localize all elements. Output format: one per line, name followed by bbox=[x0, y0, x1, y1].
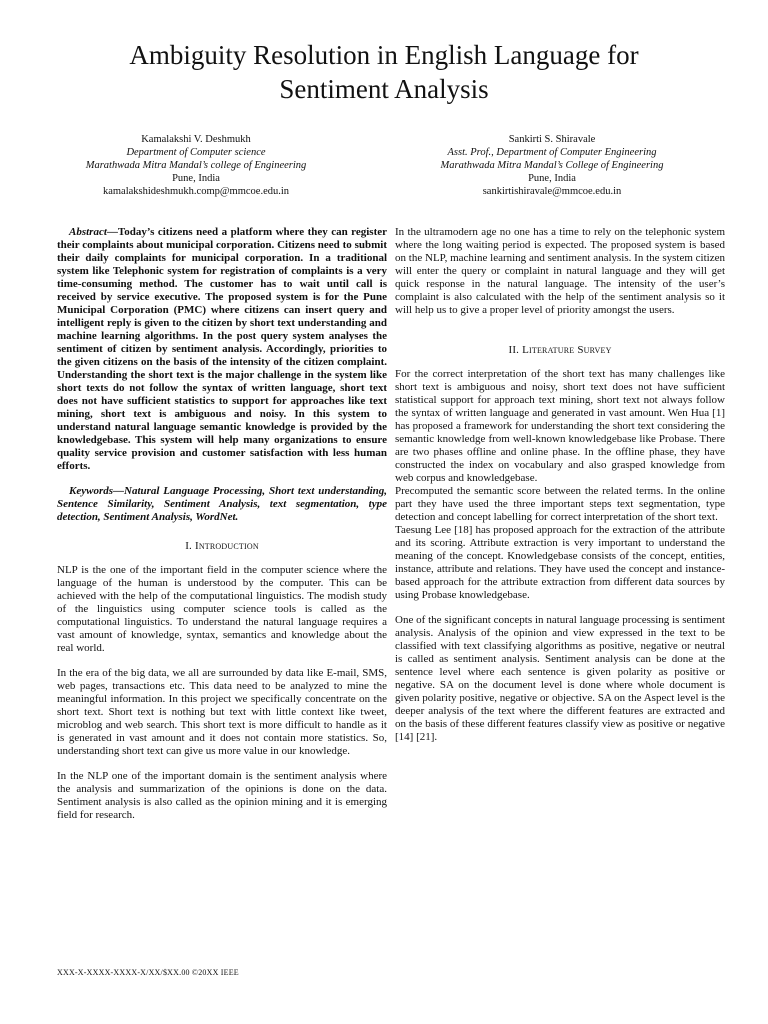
author-name: Kamalakshi V. Deshmukh bbox=[141, 134, 251, 145]
abstract-text: Today’s citizens need a platform where they can register their complaints about municipal corporation. Citizens need to submit their daily complaints for municipal corporation. In a traditional system like Telephonic system for registration of complaints is a very time-consuming method. The customer has to wait until call is received by service executive. The proposed system is for the Pune Municipal Corporation (PMC) where citizens can insert query and intelligent reply is given to the citizen by short text understanding and machine learning algorithms. In the post query system analyses the sentiment of citizen by sentiment analysis. Accordingly, priorities to the given citizens on the basis of the intensity of the citizen complaint. Understanding the short text is the major challenge in the system like short texts do not follow the syntax of written language, short text does not have sufficient statistics to support for approaches like text mining, short text is ambiguous and noisy. In this system to understand natural language semantic knowledge is provided by the knowledgebase. This system will help many organizations to ensure quality service provision and customer satisfaction with less human efforts. bbox=[57, 226, 387, 472]
section-numeral: I. bbox=[185, 540, 193, 552]
copyright-footer: XXX-X-XXXX-XXXX-X/XX/$XX.00 ©20XX IEEE bbox=[57, 968, 239, 977]
title-line-1: Ambiguity Resolution in English Language for bbox=[129, 40, 639, 70]
author-2 bbox=[402, 133, 702, 198]
right-column bbox=[395, 226, 725, 756]
intro-paragraph-2: In the era of the big data, we all are surrounded by data like E-mail, SMS, web pages, transactions etc. This data need to be analyzed to mine the meaningful information. In this project we specifically concentrate on the short text. Short text is nothing but text with little context like tweet, microblog and web search. This short text is more difficult to handle as it is generated in vast amount and it does not contain more statistics. So, understanding short text can give us more value in our knowledge. bbox=[57, 667, 387, 757]
lit-paragraph-3: Taesung Lee [18] has proposed approach for the extraction of the attribute and its scoring. Attribute extraction is very important to understand the meaning of the concept. Knowledgebase consists of the concept, entities, instance, attribute and relations. They have used the concept and instance-based approach for the attribute extraction from different data sources by using Probase knowledgebase. bbox=[395, 524, 725, 601]
author-name: Sankirti S. Shiravale bbox=[508, 134, 596, 145]
keywords-paragraph bbox=[57, 485, 387, 524]
lit-paragraph-1: For the correct interpretation of the short text has many challenges like short text is ambiguous and noisy, short text does not have sufficient statistical support for approach text mining, short text not always follow the syntax of written language and generated in vast amount. Wen Hua [1] has proposed a framework for understanding the short text considering the semantic knowledge from well-known knowledgebase like Probase. There are two phases offline and online phase. In the offline phase, they have constructed the index on vocabulary and also grasped knowledge from web corpus and knowledgebase. bbox=[395, 368, 725, 484]
keywords-dash: — bbox=[113, 485, 124, 497]
lit-paragraph-2: Precomputed the semantic score between the related terms. In the online part they have used the three important steps text segmentation, type detection and concept labelling for correct interpretation of the short text. bbox=[395, 485, 725, 523]
abstract-paragraph bbox=[57, 226, 387, 473]
title-line-2: Sentiment Analysis bbox=[279, 74, 489, 104]
lit-paragraph-4: One of the significant concepts in natural language processing is sentiment analysis. Analysis of the opinion and view expressed in the text to be classified with text classifying algorithms as positive, negative or neutral is called as sentiment analysis. Sentiment analysis can be done at the sentence level where each sentence is given polarity as positive or negative. SA on the document level is done where whole document is given polarity positive, negative or objective. SA on the Aspect level is the deeper analysis of the text where the different features are extracted and on the basis of these different features classify view as positive or negative [14] [21]. bbox=[395, 614, 725, 743]
author-city: Pune, India bbox=[528, 173, 576, 184]
section-title: Introduction bbox=[194, 540, 259, 552]
section-heading-literature-survey bbox=[395, 344, 725, 357]
author-organization: Marathwada Mitra Mandal’s college of Engineering bbox=[85, 160, 307, 171]
author-1 bbox=[46, 133, 346, 198]
abstract-label: Abstract bbox=[69, 226, 107, 238]
author-organization: Marathwada Mitra Mandal’s College of Engineering bbox=[440, 160, 664, 171]
keywords-label: Keywords bbox=[69, 485, 113, 497]
paper-title bbox=[40, 38, 728, 106]
author-department: Asst. Prof., Department of Computer Engineering bbox=[447, 147, 657, 158]
section-numeral: II. bbox=[508, 344, 520, 356]
left-column bbox=[57, 226, 387, 834]
intro-paragraph-1: NLP is the one of the important field in the computer science where the language of the human is understood by the computer. This can be achieved with the help of the computational linguistics. The modish study of the linguistics using computer science tools is called as the computational linguistics. To understand the natural language requires a vast amount of knowledge, syntax, semantics and knowledge about the real world. bbox=[57, 564, 387, 654]
author-email[interactable]: kamalakshideshmukh.comp@mmcoe.edu.in bbox=[102, 186, 290, 197]
section-title: Literature Survey bbox=[522, 344, 612, 356]
section-heading-introduction bbox=[57, 540, 387, 553]
author-email[interactable]: sankirtishiravale@mmcoe.edu.in bbox=[482, 186, 622, 197]
intro-paragraph-3: In the NLP one of the important domain is the sentiment analysis where the analysis and summarization of the opinions is done on the data. Sentiment analysis is also called as the opinion mining and it is emerging field for research. bbox=[57, 770, 387, 821]
abstract-dash: — bbox=[106, 226, 118, 238]
keywords-text: Natural Language Processing, Short text understanding, Sentence Similarity, Sentiment Analysis, text segmentation, type detection, Sentiment Analysis, WordNet. bbox=[57, 485, 387, 523]
intro-paragraph-4: In the ultramodern age no one has a time to rely on the telephonic system where the long waiting period is expected. The proposed system is based on the NLP, machine learning and sentiment analysis. In the system citizen will enter the query or complaint in natural language and they will get quick response in the natural language. The intensity of the user’s complaint is also calculated with the help of the sentiment analysis so it will help us to give a proper level of priority amongst the users. bbox=[395, 226, 725, 316]
author-department: Department of Computer science bbox=[126, 147, 266, 158]
author-city: Pune, India bbox=[172, 173, 220, 184]
